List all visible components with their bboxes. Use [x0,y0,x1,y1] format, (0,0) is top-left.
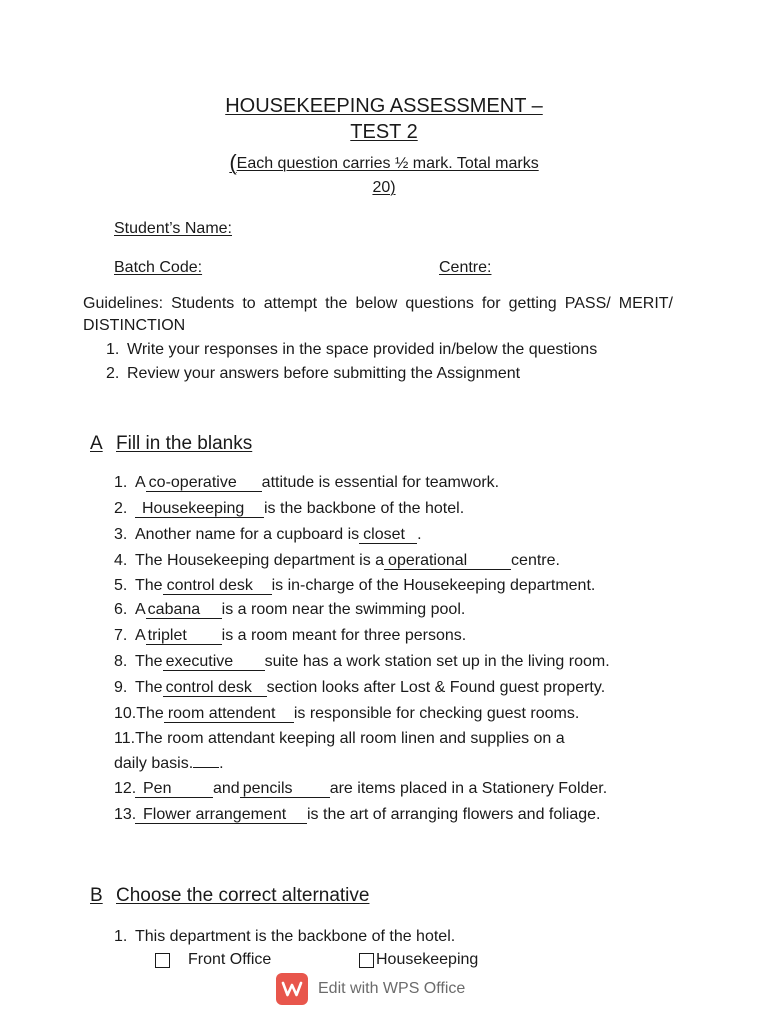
question-a1: 1. A co-operative attitude is essential for teamwork. [114,474,500,491]
question-a11-continued: daily basis. . [114,755,224,772]
title-line-2: TEST 2 [350,121,418,143]
answer-blank: control desk [163,576,272,595]
section-b-heading [90,884,369,908]
checkbox[interactable] [359,953,374,968]
guideline-item [106,364,520,384]
answer-blank: Housekeeping [135,499,264,518]
question-a11: 11.The room attendant keeping all room linen and supplies on a [114,730,565,747]
answer-blank: room attendent [164,704,294,723]
answer-blank: triplet [146,626,222,645]
guideline-item [106,340,597,360]
question-a10: 10.The room attendent is responsible for checking guest rooms. [114,705,580,722]
question-a9: 9. The control desk section looks after Lost & Found guest property. [114,679,606,696]
question-a5: 5. The control desk is in-charge of the Housekeeping department. [114,577,596,594]
option-front-office[interactable] [155,950,271,970]
w-glyph-icon [281,980,303,998]
marks-note-line-2: 20) [372,179,396,196]
answer-blank: cabana [146,600,222,619]
option-label: Housekeeping [376,951,479,968]
question-a4: 4. The Housekeeping department is a operational centre. [114,552,560,569]
question-a3: 3. Another name for a cupboard is closet . [114,526,422,543]
wps-logo-icon [276,973,308,1005]
question-b1: 1. This department is the backbone of the hotel. [114,928,456,945]
answer-blank: operational [384,551,511,570]
question-a12: 12. Pen and pencils are items placed in a Stationery Folder. [114,780,608,797]
answer-blank: pencils [240,779,330,798]
question-a8: 8. The executive suite has a work station set up in the living room. [114,653,610,670]
question-a2: 2. Housekeeping is the backbone of the hotel. [114,500,465,517]
wps-edit-link[interactable]: Edit with WPS Office [318,980,466,997]
answer-blank: control desk [163,678,267,697]
marks-note-line-1: Each question carries ½ mark. Total marks [236,155,539,172]
title-line-1: HOUSEKEEPING ASSESSMENT – [225,95,543,117]
section-title: Fill in the blanks [116,433,253,454]
answer-blank [193,765,219,768]
question-a13: 13. Flower arrangement is the art of arranging flowers and foliage. [114,806,601,823]
answer-blank: co-operative [146,473,262,492]
wps-watermark[interactable] [276,973,465,1005]
answer-blank: Flower arrangement [135,805,307,824]
answer-blank: closet [359,525,417,544]
answer-blank: Pen [135,779,213,798]
section-letter: B [90,885,103,906]
document-title [0,93,768,145]
guidelines-text: Guidelines: Students to attempt the below questions for getting PASS/ MERIT/ DISTINCTION [83,295,673,334]
guideline-number: 1. [106,341,120,358]
section-letter: A [90,433,103,454]
student-name-label: Student’s Name: [114,220,232,237]
guideline-number: 2. [106,365,120,382]
question-a6: 6. A cabana is a room near the swimming pool. [114,601,466,618]
answer-blank: executive [163,652,265,671]
guideline-text: Review your answers before submitting the Assignment [127,365,521,382]
marks-note-paren: ( [229,150,237,175]
section-a-heading [90,432,252,456]
guideline-text: Write your responses in the space provided in/below the questions [127,341,598,358]
option-label: Front Office [188,951,272,968]
section-title: Choose the correct alternative [116,885,370,906]
centre-label: Centre: [439,259,492,276]
checkbox[interactable] [155,953,170,968]
question-a7: 7. A triplet is a room meant for three persons. [114,627,467,644]
batch-code-label: Batch Code: [114,259,203,276]
marks-note [0,151,768,200]
option-housekeeping[interactable] [359,950,478,970]
